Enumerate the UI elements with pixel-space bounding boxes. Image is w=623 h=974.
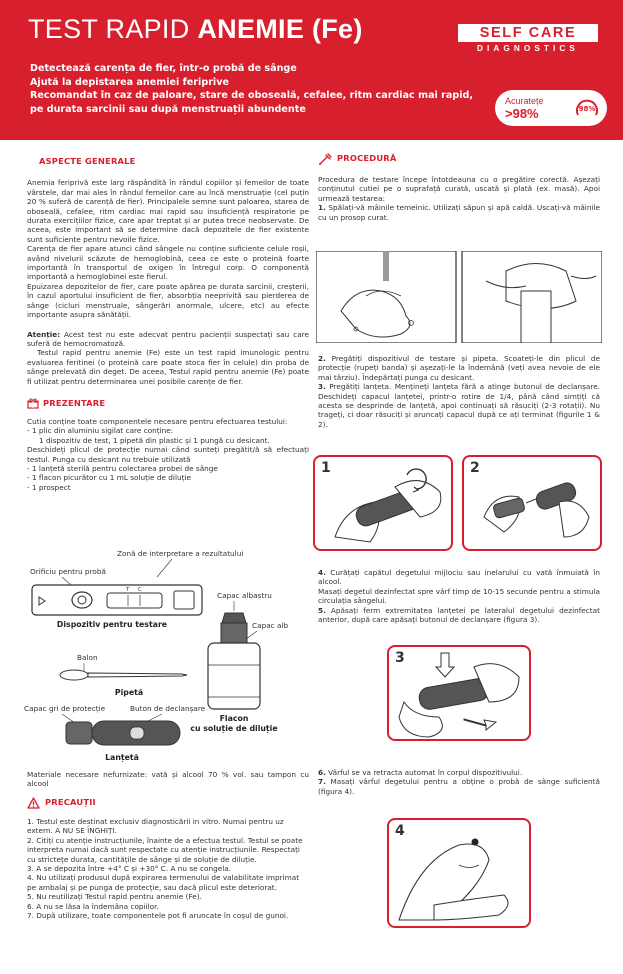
label-trigger: Buton de declanșare bbox=[130, 704, 206, 713]
step-2: 2. Pregătiți dispozitivul de testare și pipeta. Scoateți-le din plicul de protecție (rupeți banda) și așezați-le la îndemână (veți avea nevoie de ele mai târziu). Îndepărtați punga cu desicant. bbox=[318, 354, 600, 382]
procedure-intro: Procedura de testare începe întotdeauna cu o pregătire corectă. Așezați conținutul cutiei pe o suprafață curată, uscată și plată (ex. masă). Apoi urmează testarea: bbox=[318, 175, 600, 203]
general-title: ASPECTE GENERALE bbox=[39, 156, 136, 166]
materials-text: Materiale necesare nefurnizate: vată și alcool 70 % vol. sau tampon cu alcool bbox=[27, 770, 309, 789]
subtitle-line: Ajută la depistarea anemiei feriprive bbox=[30, 76, 229, 88]
figure-4-number: 4 bbox=[395, 823, 405, 839]
presentation-line: - 1 plic din aluminiu sigilat care conține: bbox=[27, 426, 174, 436]
precaution-item: 5. Nu reutilizați Testul rapid pentru anemie (Fe). bbox=[27, 892, 202, 902]
press-lancet-illustration bbox=[389, 647, 529, 739]
label-balloon: Balon bbox=[77, 653, 98, 662]
presentation-line: Cutia conține toate componentele necesare pentru efectuarea testului: bbox=[27, 416, 288, 426]
step-3: 3. Pregătiți lanțeta. Mențineți lanțeta fără a atinge butonul de declanșare. Deschideți capacul lanțetei, printr-o rotire de 1/4, până când simțiți că acesta se desprinde de lanțetă, apoi continuați să răsuciți (2-3 rotații). Nu trageți, ci doar răsuciți și aruncați capacul după ce ați terminat (figurile 1 & 2). bbox=[318, 382, 600, 429]
accuracy-badge bbox=[495, 90, 607, 126]
accuracy-label: Acuratețe bbox=[505, 96, 544, 106]
precautions-heading bbox=[27, 797, 309, 809]
precaution-item: 2. Citiți cu atenție instrucțiunile, înainte de a efectua testul. Testul se poate interpreta numai dacă sunt respectate cu atenție instrucțiunile. Respectați cu strictețe durata, cantitățile de sânge și de soluție de diluție. bbox=[27, 835, 303, 864]
blood-drop bbox=[472, 839, 479, 846]
figure-2 bbox=[462, 455, 602, 551]
step-6: 6. Vârful se va retracta automat în corpul dispozitivului. bbox=[318, 768, 523, 777]
test-device-drawing bbox=[32, 585, 202, 615]
label-blue-cap: Capac albastru bbox=[217, 591, 272, 600]
step-7: 7. Masați vârful degetului pentru a obține o probă de sânge suficientă (figura 4). bbox=[318, 777, 600, 796]
header-banner bbox=[0, 0, 623, 140]
precaution-item: 7. După utilizare, toate componentele pot fi aruncate în coșul de gunoi. bbox=[27, 911, 289, 921]
label-white-cap: Capac alb bbox=[252, 621, 289, 630]
steps-4-5-block bbox=[318, 568, 600, 624]
steps-2-3-block bbox=[318, 354, 600, 429]
label-c: C bbox=[138, 587, 142, 593]
massage-finger-illustration bbox=[389, 820, 529, 926]
pipette-icon bbox=[318, 153, 332, 165]
procedure-intro-block bbox=[318, 153, 600, 222]
arrow-down-icon bbox=[436, 653, 454, 677]
leader-line bbox=[157, 559, 172, 577]
precaution-item: 1. Testul este destinat exclusiv diagnosticării in vitro. Numai pentru uz extern. A NU SE ÎNGHIȚI. bbox=[27, 817, 284, 836]
gift-box-icon bbox=[27, 398, 39, 409]
subtitle-line: pe durata sarcinii sau după menstruații abundente bbox=[30, 103, 306, 115]
hand-washing-illustration bbox=[316, 251, 602, 343]
left-column bbox=[27, 157, 309, 492]
pipette-drawing bbox=[60, 670, 187, 680]
presentation-line: - 1 flacon picurător cu 1 mL soluție de diluție bbox=[27, 473, 191, 483]
accuracy-gauge-icon bbox=[573, 95, 601, 121]
steps-6-7-block bbox=[318, 768, 600, 796]
remove-cap-illustration bbox=[464, 457, 600, 549]
presentation-title: PREZENTARE bbox=[43, 397, 106, 408]
label-result-zone: Zonă de interpretare a rezultatului bbox=[117, 549, 244, 558]
precaution-item: 6. A nu se lăsa la îndemâna copiilor. bbox=[27, 901, 159, 911]
step-4-massage: Masați degetul dezinfectat spre vârf timp de 10-15 secunde pentru a stimula circulația sângelui. bbox=[318, 586, 600, 606]
materials-block bbox=[27, 770, 309, 789]
presentation-contents bbox=[27, 417, 309, 492]
label-device: Dispozitiv pentru testare bbox=[56, 620, 168, 629]
label-grey-cap: Capac gri de protecție bbox=[24, 704, 106, 713]
precautions-title: PRECAUȚII bbox=[45, 797, 96, 808]
presentation-line: - 1 prospect bbox=[27, 482, 71, 492]
label-lancet: Lanțetă bbox=[105, 753, 139, 762]
general-paragraph: Epuizarea depozitelor de fier, care poate apărea pe durata sarcinii, creșterii, în cazul aportului insuficient de fier, absorbția neeprivită sau pierderea de sânge (cicluri menstruale, sângerări anormale, ulcere, etc) au efecte importante asupra sănătății. bbox=[27, 281, 309, 320]
presentation-line: 1 dispozitiv de test, 1 pipetă din plastic și 1 pungă cu desicant. bbox=[39, 435, 270, 445]
label-pipette: Pipetă bbox=[114, 688, 144, 697]
procedure-heading bbox=[318, 153, 600, 165]
step-5: 5. Apăsați ferm extremitatea lanțetei pe lateralul degetului dezinfectat anterior, după care apăsați butonul de declanșare (figura 3). bbox=[318, 605, 600, 625]
figure-2-number: 2 bbox=[470, 460, 480, 476]
accuracy-icon-text: 98% bbox=[578, 105, 596, 113]
page-title: TEST RAPID ANEMIE (Fe) bbox=[28, 14, 363, 44]
presentation-line: Deschideți plicul de protecție numai când sunteți pregătit/ă să efectuați testul. Punga cu desicant nu trebuie utilizată bbox=[27, 445, 309, 464]
presentation-line: - 1 lanțetă sterilă pentru colectarea probei de sânge bbox=[27, 463, 218, 473]
label-vial-solution: cu soluție de diluție bbox=[190, 724, 278, 733]
procedure-title: PROCEDURĂ bbox=[337, 153, 397, 164]
components-diagram bbox=[22, 547, 312, 767]
brand-name: SELF CARE bbox=[458, 24, 598, 42]
step-1: 1. Spălați-vă mâinile temeinic. Utilizați săpun și apă caldă. Uscați-vă mâinile cu un prosop curat. bbox=[318, 203, 600, 222]
general-paragraph: Carența de fier apare atunci când sângele nu conține suficiente celule roșii, având nivelurii scăzute de hemoglobină, ceea ce este o proteină foarte importantă în transportul de oxigen în întregul corp. O componentă importantă a hemoglobinei este fierul. bbox=[27, 244, 309, 282]
attention-paragraph: Atenție: Acest test nu este adecvat pentru pacienții suspectați sau care suferă de hemocromatoză. bbox=[27, 329, 309, 348]
brand-logo bbox=[458, 24, 598, 58]
precautions-list bbox=[27, 817, 309, 920]
figure-1-number: 1 bbox=[321, 460, 331, 476]
leader-line bbox=[246, 631, 257, 639]
figure-3 bbox=[387, 645, 531, 741]
label-vial: Flacon bbox=[219, 714, 249, 723]
warning-triangle-icon bbox=[27, 797, 40, 809]
step-4: 4. Curățați capătul degetului mijlociu sau inelarului cu vată înmuiată în alcool. bbox=[318, 568, 600, 587]
figure-1 bbox=[313, 455, 453, 551]
precaution-item: 3. A se depozita între +4° C și +30° C. A nu se congela. bbox=[27, 864, 232, 874]
subtitle-list bbox=[30, 62, 474, 116]
label-sample-hole: Orificiu pentru probă bbox=[30, 567, 106, 576]
subtitle-line: Recomandat în caz de paloare, stare de oboseală, cefalee, ritm cardiac mai rapid, bbox=[30, 90, 474, 102]
brand-tagline: DIAGNOSTICS bbox=[477, 44, 579, 53]
arrow-right-icon bbox=[464, 719, 496, 730]
figure-4 bbox=[387, 818, 531, 928]
label-t: T bbox=[126, 587, 130, 593]
presentation-heading bbox=[27, 398, 309, 409]
precautions-section bbox=[27, 797, 309, 920]
accuracy-value: >98% bbox=[505, 106, 539, 121]
lancet-drawing bbox=[66, 721, 180, 745]
precaution-item: 4. Nu utilizați produsul după expirarea termenului de valabilitate imprimat pe ambalaj și pe punga de protecție, sau dacă plicul este deteriorat. bbox=[27, 873, 300, 892]
figure-3-number: 3 bbox=[395, 650, 405, 666]
subtitle-line: Detectează carența de fier, într-o probă de sânge bbox=[30, 63, 297, 74]
general-paragraph: Testul rapid pentru anemie (Fe) este un test rapid imunologic pentru evaluarea feritinei (o proteină care poate stoca fier în celule) din proba de sânge prelevată din deget. De aceea, Testul rapid pentru anemie (Fe) poate fi utilizat pentru determinarea unei posibile carențe de fier. bbox=[27, 348, 309, 386]
twist-cap-illustration bbox=[315, 457, 451, 549]
general-paragraph: Anemia feriprivă este larg răspândită în rândul copiilor și femeilor de toate vârstele, dar mai ales în rândul femeilor care au încă menstruație (cel puțin 20 % suferă de carență de fier). Principalele semne sunt paloarea, starea de oboseală, cefalee, ritm cardiac mai rapid sau insuficiență respiratorie pe durata exercițiilor fizice, care apar treptat și ar putea trece neobservate. De aceea, este important să se determine dacă depozitele de fier existente sunt suficiente pentru nevoile fizice. bbox=[27, 178, 309, 244]
